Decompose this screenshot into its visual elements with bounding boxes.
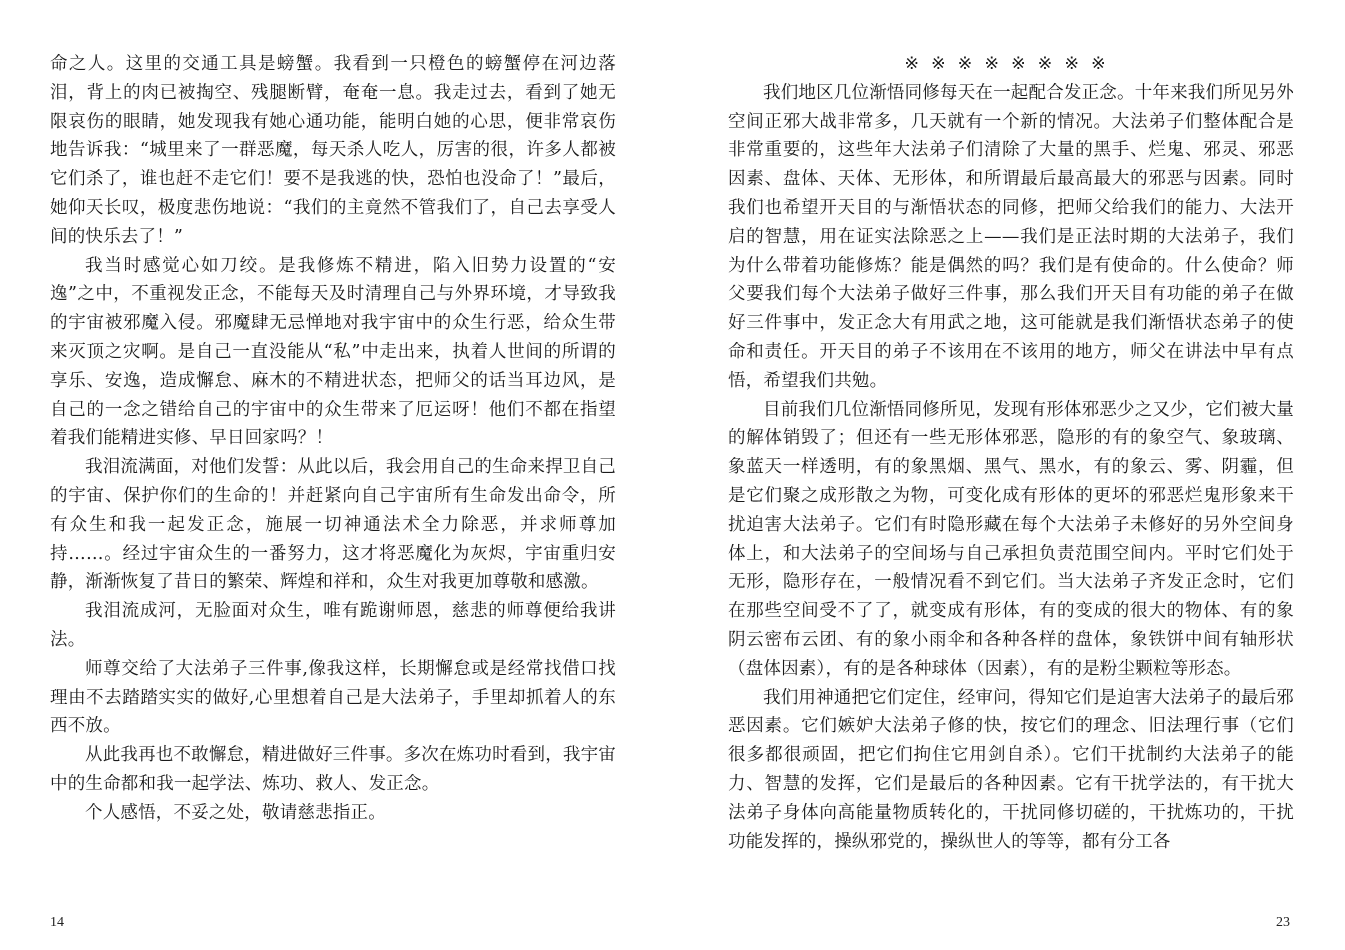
right-page-number: 23 (1276, 915, 1290, 930)
left-page-number: 14 (50, 915, 64, 930)
right-paragraph-3: 我们用神通把它们定住，经审问，得知它们是迫害大法弟子的最后邪恶因素。它们嫉妒大法弟子修的快，按它们的理念、旧法理行事（它们很多都很顽固，把它们拘住它用剑自杀）。它们干扰制约大法弟子的能力、智慧的发挥，它们是最后的各种因素。它有干扰学法的，有干扰大法弟子身体向高能量物质转化的，干扰同修切磋的，干扰炼功的，干扰功能发挥的，操纵邪党的，操纵世人的等等，都有分工各 (728, 687, 1294, 852)
left-paragraph-5: 师尊交给了大法弟子三件事,像我这样，长期懈怠或是经常找借口找理由不去踏踏实实的做好,心里想着自己是大法弟子，手里却抓着人的东西不放。 (50, 658, 616, 737)
right-paragraph-1: 我们地区几位渐悟同修每天在一起配合发正念。十年来我们所见另外空间正邪大战非常多，几天就有一个新的情况。大法弟子们整体配合是非常重要的，这些年大法弟子们清除了大量的黑手、烂鬼、邪灵、邪恶因素、盘体、天体、无形体，和所谓最后最高最大的邪恶与因素。同时我们也希望开天目的与渐悟状态的同修，把师父给我们的能力、大法开启的智慧，用在证实法除恶之上——我们是正法时期的大法弟子，我们为什么带着功能修炼？能是偶然的吗？我们是有使命的。什么使命？师父要我们每个大法弟子做好三件事，那么我们开天目有功能的弟子在做好三件事中，发正念大有用武之地，这可能就是我们渐悟状态弟子的使命和责任。开天目的弟子不该用在不该用的地方，师父在讲法中早有点悟，希望我们共勉。 (728, 82, 1294, 391)
right-page (728, 50, 1294, 856)
left-paragraph-7: 个人感悟，不妥之处，敬请慈悲指正。 (85, 802, 386, 823)
left-paragraph-3: 我泪流满面，对他们发誓：从此以后，我会用自己的生命来捍卫自己的宇宙、保护你们的生命的！并赶紧向自己宇宙所有生命发出命令，所有众生和我一起发正念，施展一切神通法术全力除恶，并求师尊加持……。经过宇宙众生的一番努力，这才将恶魔化为灰烬，宇宙重归安静，渐渐恢复了昔日的繁荣、辉煌和祥和，众生对我更加尊敬和感激。 (50, 457, 616, 593)
left-paragraph-4: 我泪流成河，无脸面对众生，唯有跪谢师恩，慈悲的师尊便给我讲法。 (50, 601, 616, 650)
left-paragraph-6: 从此我再也不敢懈怠，精进做好三件事。多次在炼功时看到，我宇宙中的生命都和我一起学法、炼功、救人、发正念。 (50, 745, 616, 794)
section-separator: ※※※※※※※※ (904, 54, 1118, 74)
left-page (50, 50, 616, 828)
right-paragraph-2: 目前我们几位渐悟同修所见，发现有形体邪恶少之又少，它们被大量的解体销毁了；但还有一些无形体邪恶，隐形的有的象空气、象玻璃、象蓝天一样透明，有的象黑烟、黑气、黑水，有的象云、雾、阴霾，但是它们聚之成形散之为物，可变化成有形体的更坏的邪恶烂鬼形象来干扰迫害大法弟子。它们有时隐形藏在每个大法弟子未修好的另外空间身体上，和大法弟子的空间场与自己承担负责范围空间内。平时它们处于无形，隐形存在，一般情况看不到它们。当大法弟子齐发正念时，它们在那些空间受不了了，就变成有形体，有的变成的很大的物体、有的象阴云密布云团、有的象小雨伞和各种各样的盘体，象铁饼中间有轴形状（盘体因素），有的是各种球体（因素），有的是粉尘颗粒等形态。 (728, 399, 1294, 679)
left-paragraph-2: 我当时感觉心如刀绞。是我修炼不精进，陷入旧势力设置的“安逸”之中，不重视发正念，不能每天及时清理自己与外界环境，才导致我的宇宙被邪魔入侵。邪魔肆无忌惮地对我宇宙中的众生行恶，给众生带来灭顶之灾啊。是自己一直没能从“私”中走出来，执着人世间的所谓的享乐、安逸，造成懈怠、麻木的不精进状态，把师父的话当耳边风，是自己的一念之错给自己的宇宙中的众生带来了厄运呀！他们不都在指望着我们能精进实修、早日回家吗？！ (50, 255, 616, 449)
left-paragraph-1: 命之人。这里的交通工具是螃蟹。我看到一只橙色的螃蟹停在河边落泪，背上的肉已被掏空、残腿断臂，奄奄一息。我走过去，看到了她无限哀伤的眼睛，她发现我有她心通功能，能明白她的心思，便非常哀伤地告诉我：“城里来了一群恶魔，每天杀人吃人，厉害的很，许多人都被它们杀了，谁也赶不走它们！要不是我逃的快，恐怕也没命了！”最后，她仰天长叹，极度悲伤地说：“我们的主竟然不管我们了，自己去享受人间的快乐去了！” (50, 54, 616, 247)
